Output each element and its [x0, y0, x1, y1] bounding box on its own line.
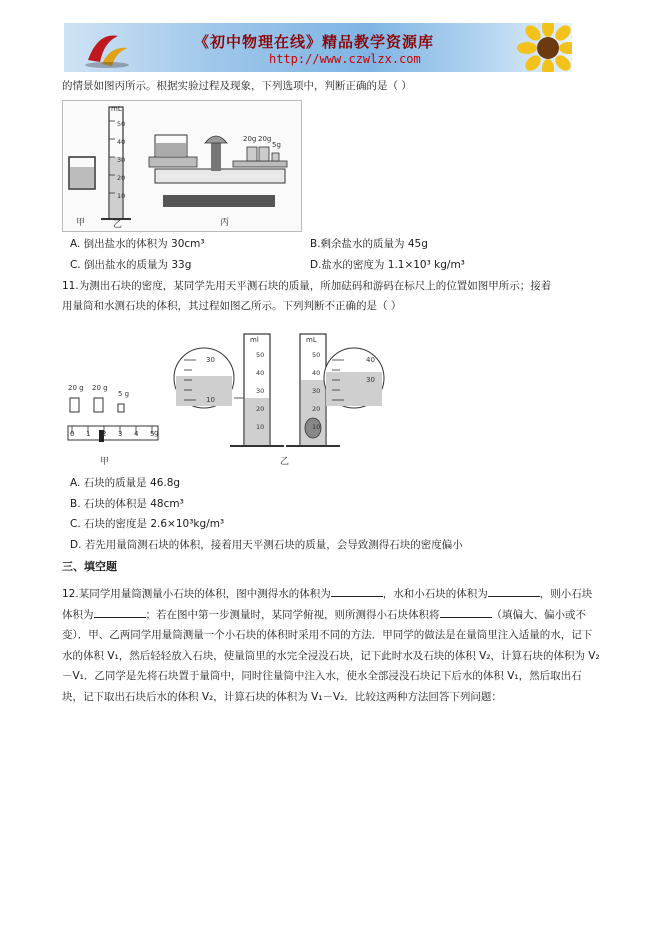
- cylinders-drawing: [170, 320, 386, 468]
- weight-label: 20 g: [68, 384, 84, 392]
- q12-text: ，则小石块体积为: [62, 588, 593, 621]
- q10-option-d: D.盐水的密度为 1.1×10³ kg/m³: [310, 259, 465, 271]
- banner-url: http://www.czwlzx.com: [269, 52, 421, 66]
- label-yi: 乙: [280, 457, 290, 467]
- banner-title: 《初中物理在线》精品教学资源库: [194, 33, 435, 51]
- label-yi: 乙: [113, 220, 123, 230]
- weight-label: 20g: [243, 135, 257, 143]
- q11-option-a: A. 石块的质量是 46.8g: [70, 477, 181, 489]
- q10-figure: [62, 100, 302, 232]
- q11-figure-jia: [66, 384, 162, 470]
- q11-option-c: C. 石块的密度是 2.6×10³kg/m³: [70, 518, 225, 530]
- q11-figure-yi: [170, 320, 386, 468]
- q11-stem-line1: 11.为测出石块的密度，某同学先用天平测石块的质量，所加砝码和游码在标尺上的位置如图甲所示；接着: [62, 280, 552, 292]
- label-bing: 丙: [220, 218, 230, 228]
- label-jia: 甲: [76, 218, 86, 228]
- cyl-ticks: [256, 346, 264, 436]
- q10-option-a: A. 倒出盐水的体积为 30cm³: [70, 238, 205, 250]
- sunflower-icon: [516, 23, 572, 72]
- cyl-tick: 10: [256, 423, 265, 431]
- zoom-tick: 10: [206, 396, 215, 404]
- scale-tick: 0: [70, 430, 75, 438]
- cyl-tick: 40: [312, 369, 321, 377]
- cyl-ticks: [117, 115, 125, 205]
- q12-text: ，水和小石块的体积为: [382, 588, 488, 600]
- q11-stem-line2: 用量筒和水测石块的体积，其过程如图乙所示。下列判断不正确的是（ ）: [62, 300, 402, 312]
- cyl-tick: 10: [312, 423, 321, 431]
- cyl-tick: 40: [117, 138, 126, 146]
- q10-figure-drawing: [63, 101, 301, 231]
- cyl-unit: mL: [306, 336, 317, 344]
- q12-text: ；若在图中第一步测量时，某同学俯视，则所测得小石块体积将: [145, 608, 440, 621]
- q11-option-b: B. 石块的体积是 48cm³: [70, 498, 184, 510]
- answer-blank[interactable]: [331, 586, 383, 597]
- logo-icon: [78, 28, 136, 68]
- cyl-tick: 50: [117, 120, 126, 128]
- q10-intro: 的情景如图丙所示。根据实验过程及现象，下列选项中，判断正确的是（ ）: [62, 80, 412, 92]
- scale-tick: 1: [86, 430, 91, 438]
- scale-tick: 3: [118, 430, 123, 438]
- weight-label: 5g: [272, 141, 281, 149]
- answer-blank[interactable]: [440, 607, 492, 618]
- weight-label: 20g: [258, 135, 272, 143]
- q10-option-b: B.剩余盐水的质量为 45g: [310, 238, 428, 250]
- weight-label: 20 g: [92, 384, 108, 392]
- q12-paragraph: [62, 584, 600, 707]
- cyl-unit: mL: [111, 105, 122, 113]
- weight-icon: [118, 404, 124, 412]
- q10-option-c: C. 倒出盐水的质量为 33g: [70, 259, 192, 271]
- weight-icon: [94, 398, 103, 412]
- cyl-tick: 50: [312, 351, 321, 359]
- q11-option-d: D. 若先用量筒测石块的体积，接着用天平测石块的质量，会导致测得石块的密度偏小: [70, 539, 463, 551]
- scale-drawing: [66, 384, 162, 470]
- cyl-ticks: [312, 346, 320, 436]
- weight-icon: [70, 398, 79, 412]
- cyl-unit: ml: [250, 336, 259, 344]
- header-banner: [64, 23, 572, 72]
- answer-blank[interactable]: [94, 607, 146, 618]
- cyl-tick: 50: [256, 351, 265, 359]
- q12-text: 12.某同学用量筒测量小石块的体积，图中测得水的体积为: [62, 588, 331, 600]
- scale-unit: g: [154, 429, 159, 437]
- scale-tick: 5: [150, 430, 155, 438]
- section-heading: 三、填空题: [62, 560, 117, 573]
- q12-text: （填偏大、偏小或不变）．甲、乙两同学用量筒测量一个小石块的体积时采用不同的方法．甲同学的做法是在量筒里注入适量的水，记下水的体积 V₁，然后轻轻放入石块，使量筒里的水完全浸没石块，记下此时水及石块的体积 V₂，计算石块的体积为 V₂－V₁．乙同学是先将石块置于量筒中，同时往量筒中注入水，使水全部浸没石块记下后水的体积 V₁，然后取出石块，记下取出石块后水的体积 V₂，计算石块的体积为 V₁－V₂．比较这两种方法回答下列问题：: [62, 608, 600, 703]
- cyl-tick: 20: [256, 405, 265, 413]
- zoom-tick: 30: [206, 356, 215, 364]
- slider-scale-icon: [68, 426, 158, 440]
- weight-label: 5 g: [118, 390, 130, 398]
- answer-blank[interactable]: [488, 586, 540, 597]
- cyl-tick: 20: [312, 405, 321, 413]
- zoom-tick: 30: [366, 376, 375, 384]
- cyl-tick: 30: [256, 387, 265, 395]
- cyl-tick: 10: [117, 192, 126, 200]
- cyl-tick: 30: [312, 387, 321, 395]
- scale-tick: 4: [134, 430, 139, 438]
- cyl-tick: 30: [117, 156, 126, 164]
- cyl-tick: 40: [256, 369, 265, 377]
- scale-tick: 2: [102, 430, 107, 438]
- zoom-tick: 40: [366, 356, 375, 364]
- balance-icon: [163, 195, 275, 207]
- label-jia: 甲: [100, 457, 110, 467]
- cyl-tick: 20: [117, 174, 126, 182]
